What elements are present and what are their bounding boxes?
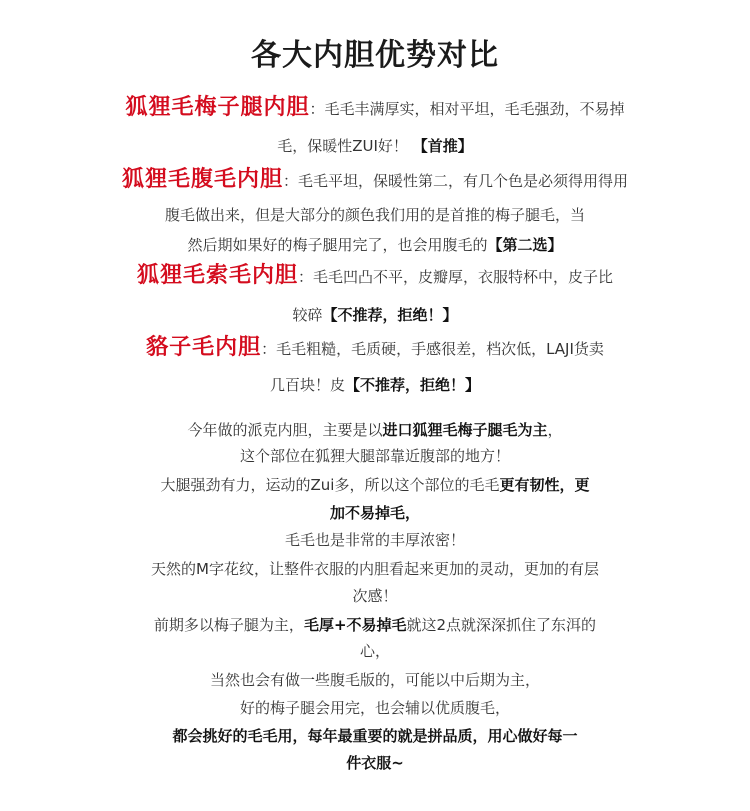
item-desc: ：毛毛凹凸不平，皮瓣厚，衣服特杯中，皮子比	[298, 268, 614, 286]
recommend-tag: 【不推荐，拒绝！】	[322, 306, 458, 324]
item-desc: ：毛毛粗糙，毛质硬，手感很差，档次低，LAJI货卖	[261, 340, 604, 358]
recommend-tag: 【不推荐，拒绝！】	[345, 376, 481, 394]
body-text: 前期多以梅子腿为主，	[153, 616, 304, 634]
item-desc-cont: 毛，保暖性ZUI好！	[277, 137, 408, 155]
comparison-item-fox-rope-cont	[0, 303, 750, 327]
body-line-8	[0, 613, 750, 637]
body-line-5: 毛毛也是非常的丰厚浓密！	[284, 531, 465, 549]
body-line-13: 件衣服~	[346, 754, 404, 772]
body-line-10: 当然也会有做一些腹毛版的，可能以中后期为主，	[209, 671, 540, 689]
body-line-7: 次感！	[352, 587, 398, 605]
recommend-tag: 【首推】	[412, 137, 473, 155]
comparison-item-fox-plum-leg	[0, 96, 750, 121]
body-emphasis: 毛厚+不易掉毛	[303, 616, 407, 634]
comparison-item-raccoon	[0, 336, 750, 361]
comparison-item-fox-belly	[0, 168, 750, 193]
item-desc-cont: 几百块！皮	[269, 376, 345, 394]
item-name: 貉子毛内胆	[146, 335, 262, 360]
body-text: ，	[547, 421, 563, 439]
item-name: 狐狸毛梅子腿内胆	[125, 95, 310, 120]
item-desc-cont: 然后期如果好的梅子腿用完了，也会用腹毛的	[187, 236, 488, 254]
item-desc-cont: 较碎	[292, 306, 323, 324]
item-name: 狐狸毛索毛内胆	[136, 263, 298, 288]
body-line-12: 都会挑好的毛毛用，每年最重要的就是拼品质，用心做好每一	[172, 727, 578, 745]
body-line-11: 好的梅子腿会用完，也会辅以优质腹毛，	[239, 699, 510, 717]
item-desc: ：毛毛平坦，保暖性第二，有几个色是必须得用得用	[283, 172, 629, 190]
body-line-6: 天然的M字花纹，让整件衣服的内胆看起来更加的灵动，更加的有层	[151, 560, 599, 578]
comparison-item-fox-belly-cont	[0, 203, 750, 227]
page-title: 各大内胆优势对比	[251, 38, 499, 73]
comparison-item-fox-rope	[0, 264, 750, 289]
comparison-item-fox-belly-cont2	[0, 233, 750, 257]
body-line-4: 加不易掉毛，	[329, 504, 420, 522]
body-text: 大腿强劲有力，运动的Zui多，所以这个部位的毛毛	[160, 476, 500, 494]
body-text: 就这2点就深深抓住了东洱的	[406, 616, 597, 634]
body-text: 今年做的派克内胆，主要是以	[187, 421, 383, 439]
comparison-item-fox-plum-leg-cont	[0, 134, 750, 158]
body-emphasis: 进口狐狸毛梅子腿毛为主	[382, 421, 548, 439]
item-name: 狐狸毛腹毛内胆	[121, 167, 283, 192]
body-line-3	[0, 473, 750, 497]
body-line-2: 这个部位在狐狸大腿部靠近腹部的地方！	[239, 447, 510, 465]
body-line-9: 心，	[359, 642, 390, 660]
comparison-item-raccoon-cont	[0, 373, 750, 397]
item-desc: ：毛毛丰满厚实，相对平坦，毛毛强劲，不易掉	[309, 100, 625, 118]
body-emphasis: 更有韧性，更	[499, 476, 590, 494]
item-desc-cont: 腹毛做出来，但是大部分的颜色我们用的是首推的梅子腿毛，当	[164, 206, 585, 224]
body-line-1	[0, 418, 750, 442]
recommend-tag: 【第二选】	[487, 236, 563, 254]
